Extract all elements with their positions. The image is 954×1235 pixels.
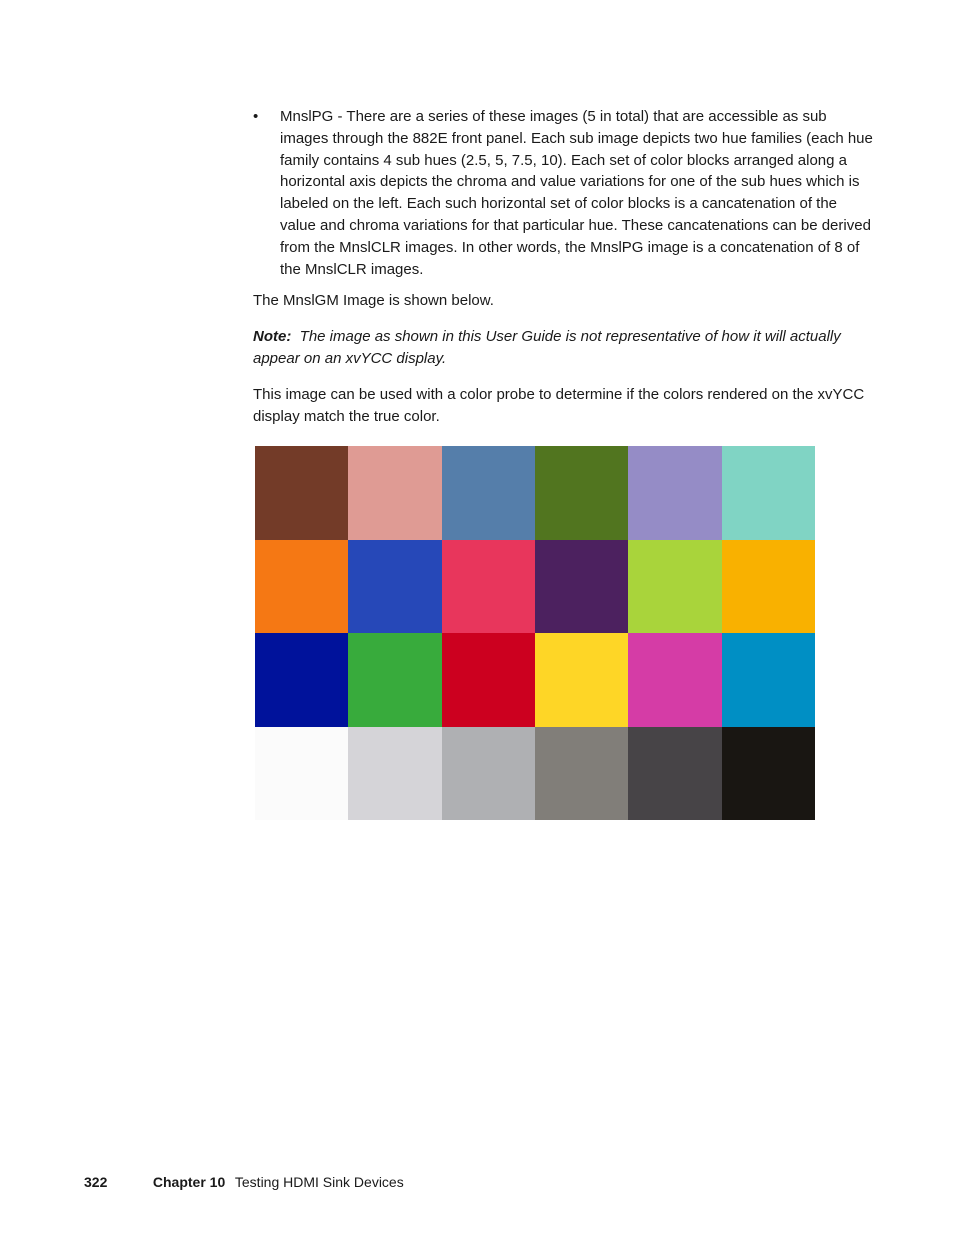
color-swatch	[348, 727, 441, 821]
color-swatch	[722, 633, 815, 727]
color-swatch	[255, 446, 348, 540]
color-swatch	[442, 446, 535, 540]
color-swatch	[442, 727, 535, 821]
color-swatch	[442, 540, 535, 634]
color-swatch	[255, 540, 348, 634]
color-swatch	[722, 446, 815, 540]
page-footer	[84, 1173, 404, 1191]
color-swatch	[442, 633, 535, 727]
bullet-text: MnslPG - There are a series of these images (5 in total) that are accessible as sub images through the 882E front panel. Each sub image depicts two hue families (each hue family contains 4 sub hues (2.5, 5, 7.5, 10). Each set of color blocks arranged along a horizontal axis depicts the chroma and value variations for one of the sub hues which is labeled on the left. Each such horizontal set of color blocks is a cancatenation of the value and chroma variations for that particular hue. These cancatenations can be derived from the MnslCLR images. In other words, the MnslPG image is a concatenation of 8 of the MnslCLR images.	[280, 108, 873, 278]
chapter-title: Testing HDMI Sink Devices	[234, 1174, 404, 1190]
intro-paragraph: The MnslGM Image is shown below.	[253, 292, 494, 309]
color-swatch	[535, 633, 628, 727]
color-swatch	[628, 633, 721, 727]
bullet-mark: •	[253, 108, 259, 125]
color-swatch	[348, 540, 441, 634]
color-swatch	[255, 633, 348, 727]
body-paragraph: This image can be used with a color probe to determine if the colors rendered on the xvYCC display match the true color.	[253, 386, 865, 425]
color-swatch	[535, 540, 628, 634]
color-swatch	[628, 727, 721, 821]
color-swatch	[535, 446, 628, 540]
color-swatch	[722, 727, 815, 821]
note-paragraph	[253, 326, 873, 370]
note-text: The image as shown in this User Guide is not representative of how it will actually appear on an xvYCC display.	[253, 328, 841, 367]
chapter-label: Chapter 10	[152, 1174, 226, 1190]
color-swatch	[628, 540, 721, 634]
color-swatch-grid	[255, 446, 815, 820]
color-swatch	[628, 446, 721, 540]
color-swatch	[348, 633, 441, 727]
page-number: 322	[84, 1174, 108, 1190]
color-swatch	[722, 540, 815, 634]
color-swatch	[348, 446, 441, 540]
note-label: Note:	[253, 328, 292, 345]
color-swatch	[255, 727, 348, 821]
bullet-item	[253, 106, 873, 280]
color-swatch	[535, 727, 628, 821]
